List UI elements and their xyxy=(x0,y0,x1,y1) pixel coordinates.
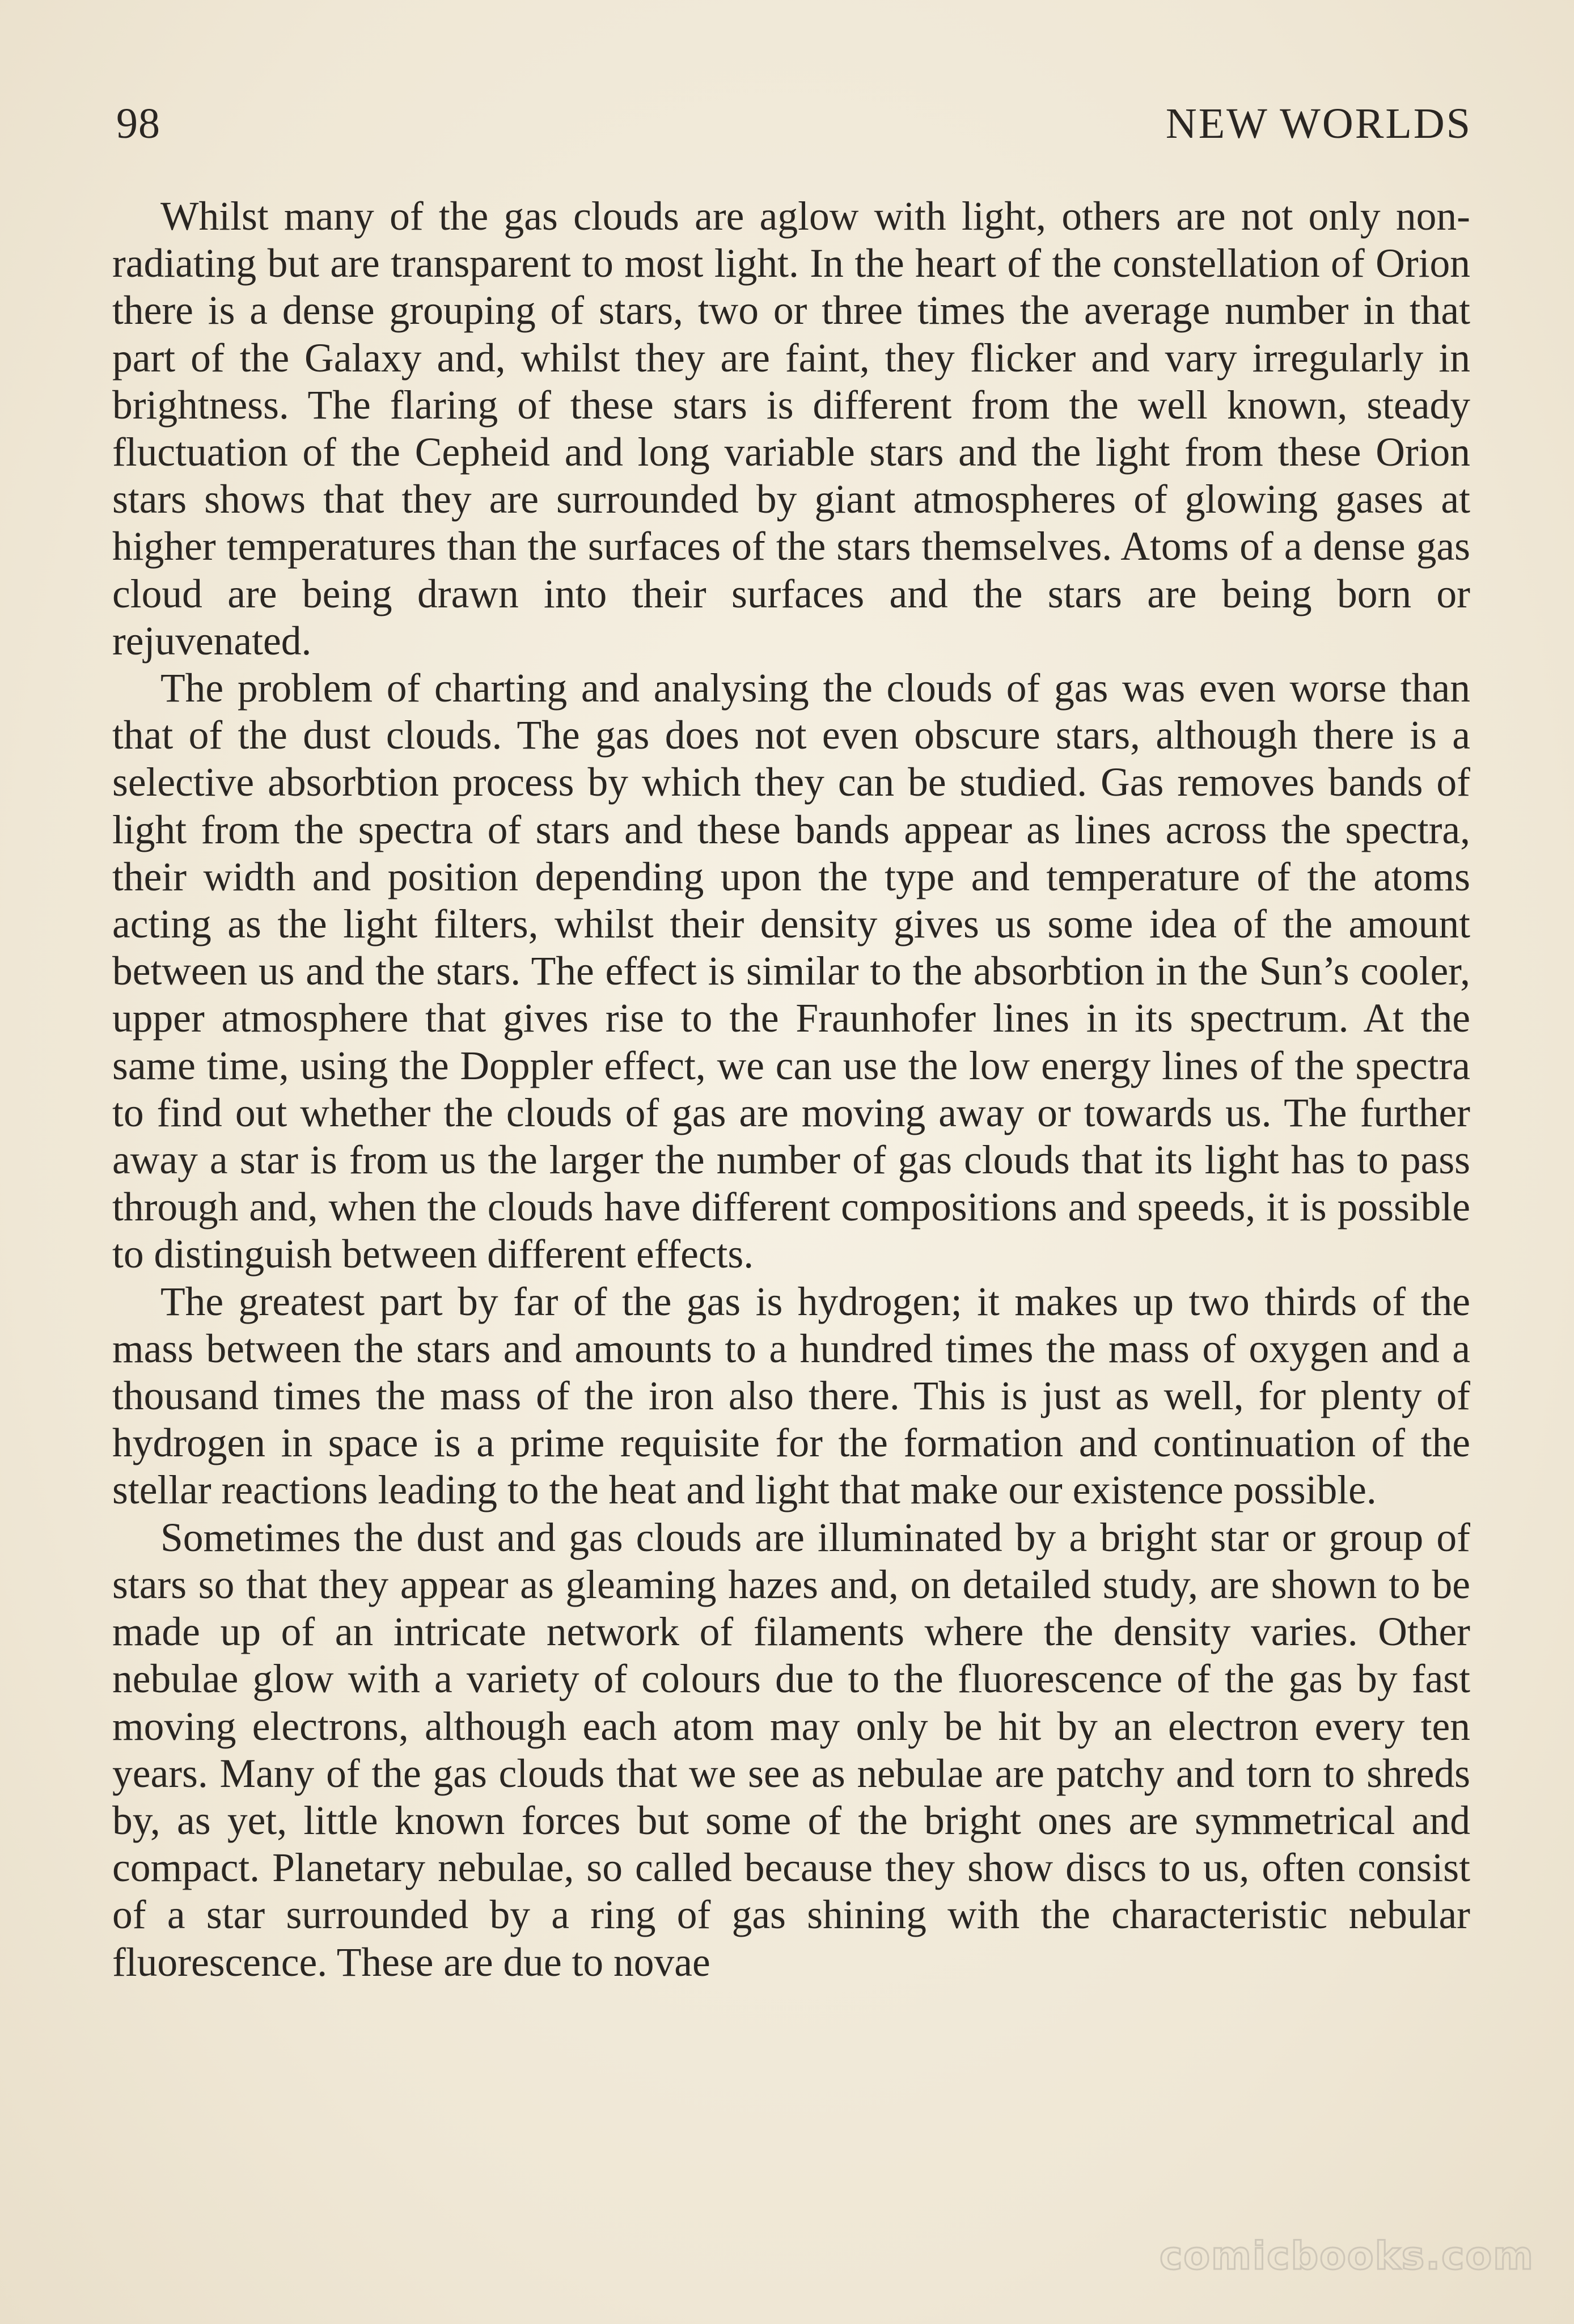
watermark-logo: comicbooks.com xyxy=(1159,2234,1534,2279)
paragraph: Whilst many of the gas clouds are aglow with light, others are not only non-radiating but are transparent to most light. In the heart of the constellation of Orion there is a dense grouping of stars, two or three times the average number in that part of the Galaxy and, whilst they are faint, they flicker and vary irregularly in brightness. The flaring of these stars is different from the well known, steady fluctuation of the Cepheid and long variable stars and the light from these Orion stars shows that they are surrounded by giant atmospheres of glowing gases at higher temperatures than the surfaces of the stars themselves. Atoms of a dense gas cloud are being drawn into their surfaces and the stars are being born or rejuvenated. xyxy=(112,194,1470,664)
body-text xyxy=(112,193,1470,1986)
page-header xyxy=(116,99,1472,156)
page-number: 98 xyxy=(116,100,160,147)
paragraph: Sometimes the dust and gas clouds are illuminated by a bright star or group of stars so that they appear as gleaming hazes and, on detailed study, are shown to be made up of an intricate network of filaments where the density varies. Other nebulae glow with a variety of colours due to the fluorescence of the gas by fast moving electrons, although each atom may only be hit by an electron every ten years. Many of the gas clouds that we see as nebulae are patchy and torn to shreds by, as yet, little known forces but some of the bright ones are symmetrical and compact. Planetary nebulae, so called because they show discs to us, often consist of a star surrounded by a ring of gas shining with the characteristic nebular fluorescence. These are due to novae xyxy=(112,1515,1470,1985)
paragraph: The greatest part by far of the gas is hydrogen; it makes up two thirds of the mass between the stars and amounts to a hundred times the mass of oxygen and a thousand times the mass of the iron also there. This is just as well, for plenty of hydrogen in space is a prime requisite for the formation and continuation of the stellar reactions leading to the heat and light that make our existence possible. xyxy=(112,1279,1470,1513)
paragraph: The problem of charting and analysing the clouds of gas was even worse than that of the dust clouds. The gas does not even obscure stars, although there is a selective absorbtion process by which they can be studied. Gas removes bands of light from the spectra of stars and these bands appear as lines across the spectra, their width and position depending upon the type and temperature of the atoms acting as the light filters, whilst their density gives us some idea of the amount between us and the stars. The effect is similar to the absorbtion in the Sun’s cooler, upper atmosphere that gives rise to the Fraunhofer lines in its spectrum. At the same time, using the Doppler effect, we can use the low energy lines of the spectra to find out whether the clouds of gas are moving away or towards us. The further away a star is from us the larger the number of gas clouds that its light has to pass through and, when the clouds have different compositions and speeds, it is possible to distinguish between different effects. xyxy=(112,666,1470,1277)
running-head: NEW WORLDS xyxy=(1165,100,1472,147)
